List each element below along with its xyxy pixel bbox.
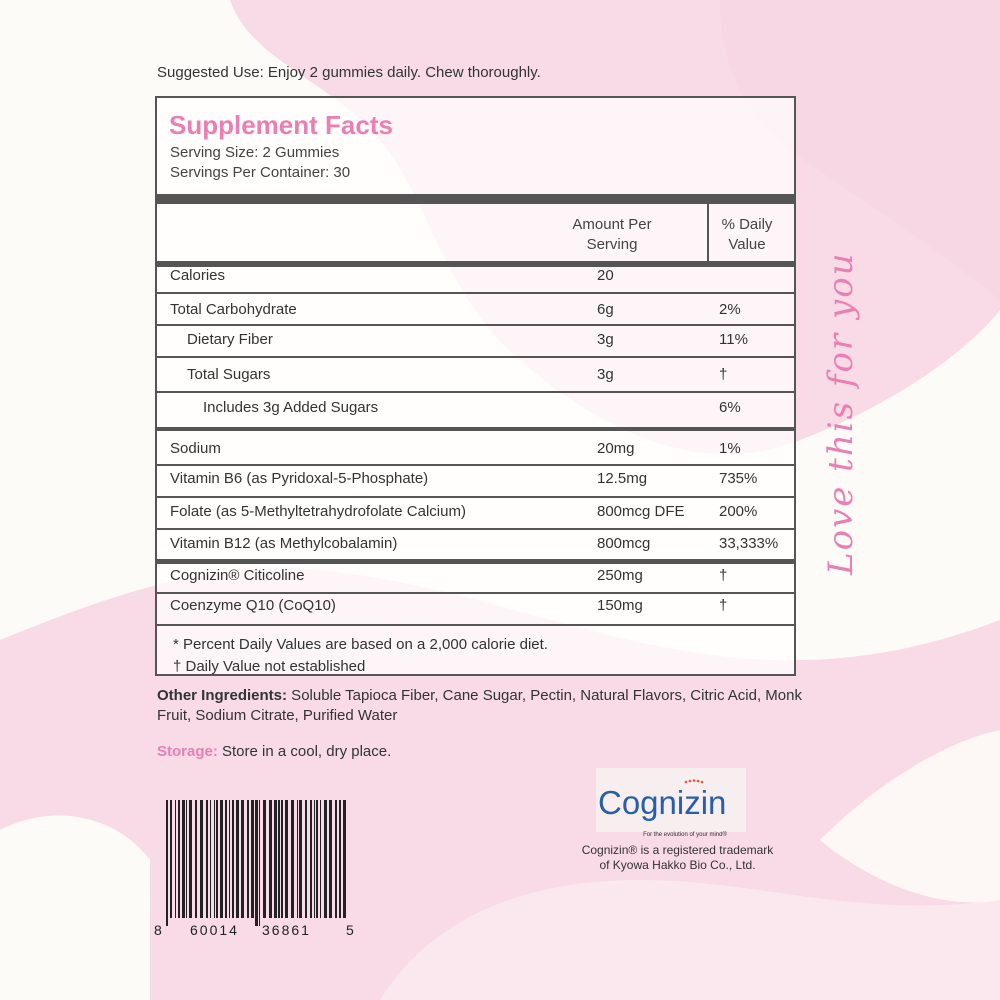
barcode-bar	[178, 800, 180, 918]
barcode-bar	[285, 800, 288, 918]
nutrient-dv: 2%	[719, 301, 741, 318]
barcode-bar	[170, 800, 172, 918]
header-daily-value: % Daily Value	[721, 216, 773, 253]
nutrient-amount: 150mg	[597, 597, 643, 614]
barcode-bar	[335, 800, 337, 918]
nutrient-amount: 800mcg DFE	[597, 503, 685, 520]
suggested-use: Suggested Use: Enjoy 2 gummies daily. Chew thoroughly.	[157, 64, 541, 81]
nutrient-amount: 12.5mg	[597, 470, 648, 487]
barcode-bar	[220, 800, 223, 918]
thick-divider	[157, 194, 794, 204]
header-divider	[707, 204, 709, 262]
barcode-bar	[314, 800, 315, 918]
barcode-bar	[214, 800, 215, 918]
table-row	[157, 326, 794, 356]
barcode-bar	[166, 800, 168, 926]
table-row	[157, 530, 794, 560]
footnote-daily-values: * Percent Daily Values are based on a 2,000 calorie diet.	[173, 636, 548, 653]
nutrient-name: Calories	[170, 267, 226, 284]
barcode-bar	[210, 800, 211, 918]
nutrient-name: Vitamin B12 (as Methylcobalamin)	[170, 535, 398, 552]
cognizin-tagline: For the evolution of your mind®	[643, 832, 727, 838]
barcode-bar	[329, 800, 332, 918]
barcode-bar	[182, 800, 185, 918]
other-ingredients-text: Soluble Tapioca Fiber, Cane Sugar, Pectin, Natural Flavors, Citric Acid, Monk Fruit, Sodium Citrate, Purified Water	[157, 687, 802, 724]
storage	[157, 743, 391, 760]
barcode-bar	[291, 800, 294, 918]
nutrient-amount: 3g	[597, 366, 614, 383]
table-row	[157, 296, 794, 326]
cognizin-logo	[596, 768, 746, 832]
nutrient-name: Folate (as 5-Methyltetrahydrofolate Calcium)	[170, 503, 466, 520]
barcode-bar	[343, 800, 346, 918]
side-tagline-text: Love this for you	[821, 251, 861, 575]
barcode-bar	[281, 800, 283, 918]
table-row	[157, 435, 794, 465]
barcode-digits-right: 36861	[262, 922, 311, 938]
barcode-bar	[324, 800, 327, 918]
other-ingredients	[157, 686, 807, 726]
barcode-digit-last: 5	[346, 922, 354, 938]
nutrient-dv: †	[719, 597, 728, 614]
thick-divider	[157, 427, 794, 431]
cognizin-wordmark: Cognizin	[598, 784, 727, 821]
barcode-bar	[299, 800, 302, 918]
barcode-bar	[339, 800, 341, 918]
table-row	[157, 562, 794, 592]
barcode-bar	[236, 800, 239, 918]
header-amount: Amount Per Serving	[572, 216, 652, 253]
table-row	[157, 592, 794, 622]
barcode-bar	[200, 800, 203, 918]
barcode-bar	[225, 800, 227, 918]
facts-title: Supplement Facts	[169, 110, 393, 140]
nutrient-dv: 11%	[719, 331, 748, 348]
row-divider	[157, 292, 794, 294]
trademark-line-1: Cognizin® is a registered trademark	[581, 843, 774, 857]
table-row	[157, 465, 794, 495]
other-ingredients-label: Other Ingredients:	[157, 687, 288, 704]
barcode-bar	[189, 800, 192, 918]
row-divider	[157, 356, 794, 358]
serving-size: Serving Size: 2 Gummies	[170, 144, 340, 161]
barcode-bar	[255, 800, 258, 926]
footnote-not-established: † Daily Value not established	[173, 658, 366, 675]
barcode-bar	[263, 800, 266, 918]
nutrient-dv: 33,333%	[719, 535, 779, 552]
side-tagline	[810, 210, 870, 580]
supplement-facts-panel	[155, 96, 796, 676]
barcode-bar	[274, 800, 277, 918]
barcode-digits-left: 60014	[190, 922, 239, 938]
storage-label: Storage:	[157, 743, 218, 760]
barcode-bar	[310, 800, 312, 918]
barcode-bar	[316, 800, 318, 918]
barcode-bar	[305, 800, 307, 918]
nutrient-name: Total Carbohydrate	[170, 301, 297, 318]
nutrient-amount: 3g	[597, 331, 614, 348]
table-row	[157, 262, 794, 292]
nutrient-amount: 6g	[597, 301, 614, 318]
nutrient-name: Dietary Fiber	[187, 331, 273, 348]
nutrient-amount: 800mcg	[597, 535, 651, 552]
nutrient-name: Total Sugars	[187, 366, 271, 383]
nutrient-name: Coenzyme Q10 (CoQ10)	[170, 597, 336, 614]
row-divider	[157, 624, 794, 626]
barcode-bar	[229, 800, 230, 918]
nutrient-dv: 6%	[719, 399, 741, 416]
nutrient-dv: †	[719, 567, 728, 584]
barcode-bars	[166, 800, 346, 926]
nutrient-dv: 1%	[719, 440, 741, 457]
trademark-note	[560, 843, 795, 873]
barcode-bar	[186, 800, 187, 918]
table-row	[157, 498, 794, 528]
barcode-bar	[175, 800, 176, 918]
barcode-bar	[206, 800, 208, 918]
barcode-bar	[251, 800, 254, 918]
nutrient-dv: †	[719, 366, 728, 383]
nutrient-amount: 250mg	[597, 567, 643, 584]
barcode	[150, 798, 360, 938]
table-row	[157, 394, 794, 424]
nutrient-name: Vitamin B6 (as Pyridoxal-5-Phosphate)	[170, 470, 429, 487]
barcode-bar	[195, 800, 197, 918]
nutrient-amount: 20mg	[597, 440, 635, 457]
barcode-bar	[269, 800, 272, 918]
nutrient-dv: 200%	[719, 503, 758, 520]
row-divider	[157, 391, 794, 393]
nutrient-amount: 20	[597, 267, 614, 284]
storage-text: Store in a cool, dry place.	[217, 743, 392, 760]
table-row	[157, 361, 794, 391]
barcode-bar	[247, 800, 249, 918]
nutrient-name: Includes 3g Added Sugars	[203, 399, 379, 416]
barcode-bar	[320, 800, 321, 918]
barcode-digit-first: 8	[154, 922, 162, 938]
barcode-bar	[278, 800, 280, 918]
servings-per-container: Servings Per Container: 30	[170, 164, 351, 181]
barcode-bar	[241, 800, 244, 918]
barcode-bar	[259, 800, 260, 926]
barcode-bar	[232, 800, 234, 918]
nutrient-name: Cognizin® Citicoline	[170, 567, 305, 584]
nutrient-dv: 735%	[719, 470, 758, 487]
barcode-bar	[297, 800, 298, 918]
trademark-line-2: of Kyowa Hakko Bio Co., Ltd.	[599, 858, 756, 872]
barcode-bar	[216, 800, 218, 918]
nutrient-name: Sodium	[170, 440, 221, 457]
